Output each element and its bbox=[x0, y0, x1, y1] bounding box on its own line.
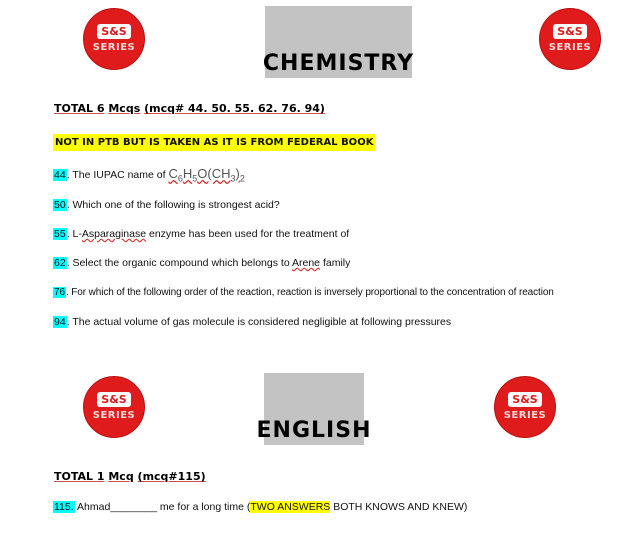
chemical-formula: $C_6H_5O(CH_3)_2$ bbox=[168, 166, 245, 184]
question-number: 50 bbox=[54, 199, 66, 211]
chemistry-total-heading bbox=[54, 102, 325, 115]
question-text-rest: family bbox=[320, 257, 351, 269]
question-text: . For which of the following order of the reaction, reaction is inversely proportional to the concentration of reaction bbox=[65, 287, 554, 298]
total-mcq-list: (mcq# 44. 50. 55. 62. 76. 94) bbox=[144, 102, 325, 115]
question-number: 55 bbox=[54, 228, 66, 240]
total-mcq-word: Mcq bbox=[108, 470, 134, 483]
total-mcq-list: (mcq#115) bbox=[137, 470, 206, 483]
question-text-rest: BOTH KNOWS AND KNEW) bbox=[330, 501, 468, 513]
chemistry-title-box bbox=[262, 6, 415, 78]
question-number: 94 bbox=[54, 316, 66, 328]
question-text-rest: enzyme has been used for the treatment of bbox=[146, 228, 350, 240]
total-mcqs-word: Mcqs bbox=[108, 102, 141, 115]
question-50 bbox=[53, 198, 280, 212]
question-number: 62 bbox=[54, 257, 66, 269]
logo-top-text: S&S bbox=[553, 24, 586, 39]
total-label: TOTAL 1 bbox=[54, 470, 105, 483]
chemistry-title: CHEMISTRY bbox=[262, 51, 415, 76]
question-number: 115. bbox=[54, 501, 74, 513]
english-title-box bbox=[256, 373, 372, 445]
question-text-underlined: Arene bbox=[292, 257, 321, 269]
logo-top-text: S&S bbox=[97, 24, 130, 39]
logo-bottom-text: SERIES bbox=[503, 410, 547, 421]
english-title: ENGLISH bbox=[256, 418, 372, 443]
federal-book-note: NOT IN PTB BUT IS TAKEN AS IT IS FROM FEDERAL BOOK bbox=[53, 134, 375, 151]
question-text: . Select the organic compound which belongs to bbox=[66, 257, 292, 269]
logo-top-text: S&S bbox=[508, 392, 541, 407]
ss-series-logo-right-english bbox=[494, 376, 556, 438]
question-94 bbox=[53, 315, 451, 329]
ss-series-logo-left bbox=[83, 8, 145, 70]
question-text-underlined: Asparaginase bbox=[81, 228, 147, 240]
question-text: . L- bbox=[66, 228, 82, 240]
ss-series-logo-right bbox=[539, 8, 601, 70]
question-text: . The IUPAC name of bbox=[66, 169, 169, 181]
logo-bottom-text: SERIES bbox=[548, 42, 592, 53]
logo-top-text: S&S bbox=[97, 392, 130, 407]
question-76 bbox=[53, 286, 554, 300]
question-text: . Which one of the following is strongest acid? bbox=[66, 199, 280, 211]
question-55 bbox=[53, 227, 349, 241]
question-number: 76 bbox=[54, 287, 65, 298]
question-text: Ahmad________ me for a long time ( bbox=[74, 501, 251, 513]
question-text: . The actual volume of gas molecule is considered negligible at following pressures bbox=[66, 316, 452, 328]
question-62 bbox=[53, 256, 350, 270]
english-total-heading bbox=[54, 470, 206, 483]
ss-series-logo-left-english bbox=[83, 376, 145, 438]
question-115 bbox=[53, 500, 467, 514]
logo-bottom-text: SERIES bbox=[92, 42, 136, 53]
question-44 bbox=[53, 167, 245, 186]
question-number: 44 bbox=[54, 169, 66, 181]
total-label: TOTAL 6 bbox=[54, 102, 105, 115]
logo-bottom-text: SERIES bbox=[92, 410, 136, 421]
two-answers-highlight: TWO ANSWERS bbox=[250, 501, 331, 513]
